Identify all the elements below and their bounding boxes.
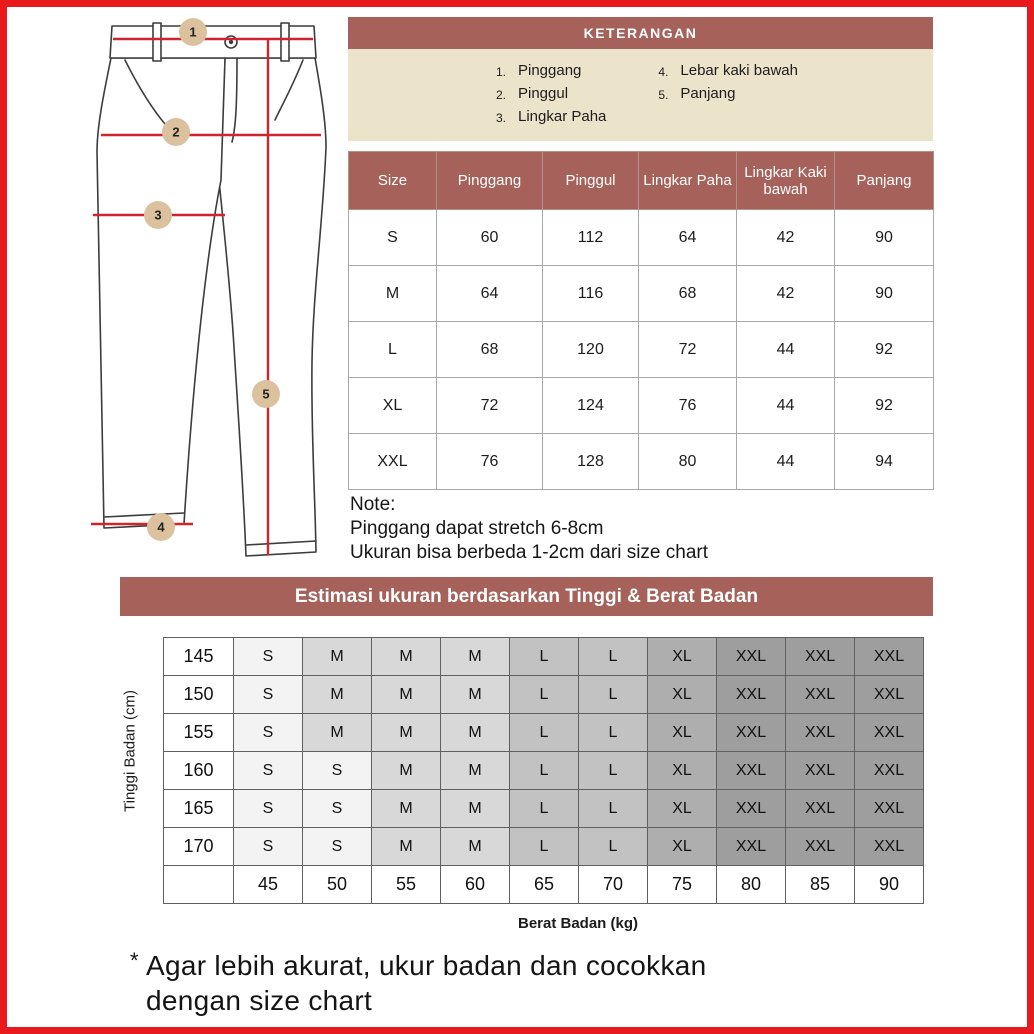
size-label-cell: L — [349, 322, 437, 378]
legend-item-number: 3. — [496, 111, 507, 125]
size-table-row — [349, 322, 934, 378]
size-estimate-cell: S — [303, 790, 372, 828]
measurement-cell: 116 — [543, 266, 639, 322]
size-estimate-cell: XL — [648, 752, 717, 790]
measurement-cell: 90 — [835, 210, 934, 266]
size-estimate-cell: M — [441, 828, 510, 866]
weight-cell: 70 — [579, 866, 648, 904]
legend-title: KETERANGAN — [348, 17, 933, 49]
height-cell: 160 — [164, 752, 234, 790]
size-table-header-row — [349, 152, 934, 210]
measurement-cell: 64 — [639, 210, 737, 266]
size-estimate-cell: M — [441, 676, 510, 714]
estimation-title-bar: Estimasi ukuran berdasarkan Tinggi & Berat Badan — [120, 577, 933, 616]
size-estimate-cell: S — [234, 828, 303, 866]
matrix-row — [164, 714, 924, 752]
legend-item-label: Lebar kaki bawah — [680, 62, 798, 79]
belt-loop — [281, 23, 289, 61]
matrix-row — [164, 828, 924, 866]
matrix-row — [164, 676, 924, 714]
marker-2-label: 2 — [172, 124, 180, 140]
legend-item-number: 5. — [658, 88, 669, 102]
size-estimate-cell: XXL — [717, 790, 786, 828]
size-estimate-cell: XXL — [786, 828, 855, 866]
size-label-cell: S — [349, 210, 437, 266]
height-axis-label: Tinggi Badan (cm) — [121, 690, 139, 812]
size-estimate-cell: XXL — [786, 752, 855, 790]
measurement-cell: 92 — [835, 378, 934, 434]
legend-column-1 — [496, 60, 606, 129]
height-cell: 150 — [164, 676, 234, 714]
footer-line-2: dengan size chart — [146, 985, 373, 1016]
note-block — [350, 493, 708, 565]
size-estimate-cell: XL — [648, 676, 717, 714]
size-estimate-cell: S — [303, 752, 372, 790]
estimation-matrix-section — [163, 637, 924, 904]
measurement-cell: 72 — [639, 322, 737, 378]
size-estimate-cell: S — [303, 828, 372, 866]
pants-right-leg — [219, 58, 326, 556]
size-estimate-cell: XXL — [786, 790, 855, 828]
size-estimate-cell: XXL — [717, 714, 786, 752]
height-cell: 145 — [164, 638, 234, 676]
size-estimate-cell: L — [510, 714, 579, 752]
size-estimate-cell: XXL — [717, 676, 786, 714]
legend-body — [348, 49, 933, 141]
weight-cell: 50 — [303, 866, 372, 904]
size-estimate-cell: L — [579, 676, 648, 714]
measurement-cell: 94 — [835, 434, 934, 490]
size-estimate-cell: S — [234, 790, 303, 828]
size-label-cell: XXL — [349, 434, 437, 490]
measurement-cell: 44 — [737, 322, 835, 378]
footnote-asterisk: * — [130, 948, 139, 973]
waist-button-dot — [230, 41, 233, 44]
size-estimate-cell: M — [441, 752, 510, 790]
weight-cell: 90 — [855, 866, 924, 904]
measurement-cell: 120 — [543, 322, 639, 378]
size-estimate-cell: M — [303, 638, 372, 676]
matrix-corner-cell — [164, 866, 234, 904]
footer-line-1-text: Agar lebih akurat, ukur badan dan cocokkan — [146, 950, 707, 981]
size-label-cell: XL — [349, 378, 437, 434]
legend-item-number: 2. — [496, 88, 507, 102]
size-table-header-cell: Lingkar Kaki bawah — [737, 152, 835, 210]
size-estimate-cell: L — [579, 790, 648, 828]
legend-item-label: Pinggang — [518, 62, 582, 79]
size-table-row — [349, 266, 934, 322]
size-estimate-cell: M — [441, 790, 510, 828]
measurement-cell: 90 — [835, 266, 934, 322]
belt-loop — [153, 23, 161, 61]
size-estimate-cell: XXL — [786, 714, 855, 752]
size-estimate-cell: L — [579, 752, 648, 790]
note-line: Pinggang dapat stretch 6-8cm — [350, 518, 604, 539]
measurement-cell: 60 — [437, 210, 543, 266]
weight-axis-label: Berat Badan (kg) — [517, 915, 639, 932]
legend-item — [496, 106, 606, 129]
measurement-cell: 92 — [835, 322, 934, 378]
weight-cell: 85 — [786, 866, 855, 904]
weight-cell: 60 — [441, 866, 510, 904]
measurement-cell: 80 — [639, 434, 737, 490]
measurement-cell: 72 — [437, 378, 543, 434]
legend-item-label: Lingkar Paha — [518, 108, 607, 125]
size-estimate-cell: L — [510, 676, 579, 714]
size-estimate-cell: M — [441, 638, 510, 676]
legend-box — [348, 17, 933, 141]
marker-3-label: 3 — [154, 207, 162, 223]
legend-item — [496, 60, 606, 83]
size-table-row — [349, 210, 934, 266]
footer-line-1 — [130, 943, 707, 983]
measurement-cell: 112 — [543, 210, 639, 266]
size-estimate-cell: XXL — [717, 752, 786, 790]
size-estimate-cell: M — [372, 676, 441, 714]
size-table-header-cell: Panjang — [835, 152, 934, 210]
size-estimate-cell: M — [441, 714, 510, 752]
size-estimate-cell: XXL — [855, 676, 924, 714]
measurement-cell: 44 — [737, 378, 835, 434]
size-estimate-cell: L — [510, 752, 579, 790]
size-estimate-cell: M — [372, 828, 441, 866]
measurement-cell: 64 — [437, 266, 543, 322]
legend-item — [658, 83, 798, 106]
size-estimate-cell: XXL — [786, 676, 855, 714]
marker-1-label: 1 — [189, 24, 197, 40]
pants-left-leg — [97, 58, 225, 528]
measurement-cell: 44 — [737, 434, 835, 490]
legend-item-number: 1. — [496, 65, 507, 79]
size-estimate-cell: XL — [648, 638, 717, 676]
weight-cell: 65 — [510, 866, 579, 904]
size-table-header-cell: Pinggang — [437, 152, 543, 210]
legend-item — [658, 60, 798, 83]
size-table-row — [349, 434, 934, 490]
size-estimate-cell: M — [303, 676, 372, 714]
size-estimate-cell: XXL — [855, 714, 924, 752]
height-cell: 170 — [164, 828, 234, 866]
size-estimate-cell: S — [234, 752, 303, 790]
weight-cell: 80 — [717, 866, 786, 904]
size-estimate-cell: XXL — [855, 828, 924, 866]
size-estimate-cell: XXL — [855, 752, 924, 790]
size-table-section — [348, 151, 933, 490]
measurement-cell: 68 — [437, 322, 543, 378]
size-table — [348, 151, 934, 490]
footer-note — [130, 943, 707, 1018]
legend-column-2 — [658, 60, 798, 129]
size-estimate-cell: XXL — [855, 638, 924, 676]
legend-item-label: Panjang — [680, 85, 736, 102]
measurement-cell: 68 — [639, 266, 737, 322]
weight-cell: 45 — [234, 866, 303, 904]
size-table-header-cell: Lingkar Paha — [639, 152, 737, 210]
size-estimate-cell: XL — [648, 714, 717, 752]
measurement-cell: 76 — [437, 434, 543, 490]
size-estimate-cell: XL — [648, 828, 717, 866]
size-estimate-cell: XXL — [786, 638, 855, 676]
pants-diagram — [13, 12, 348, 572]
size-estimate-cell: L — [579, 828, 648, 866]
size-table-header-cell: Size — [349, 152, 437, 210]
height-cell: 165 — [164, 790, 234, 828]
size-estimate-cell: S — [234, 714, 303, 752]
marker-4-label: 4 — [157, 519, 165, 535]
size-estimate-cell: L — [510, 828, 579, 866]
legend-item-number: 4. — [658, 65, 669, 79]
size-estimate-cell: XXL — [717, 828, 786, 866]
size-estimate-cell: XXL — [855, 790, 924, 828]
size-estimate-cell: S — [234, 638, 303, 676]
note-title: Note: — [350, 494, 396, 515]
size-estimate-cell: M — [372, 752, 441, 790]
note-line: Ukuran bisa berbeda 1-2cm dari size chart — [350, 542, 709, 563]
measurement-cell: 42 — [737, 210, 835, 266]
size-estimate-cell: M — [303, 714, 372, 752]
legend-item-label: Pinggul — [518, 85, 569, 102]
marker-5-label: 5 — [262, 386, 270, 402]
measurement-cell: 76 — [639, 378, 737, 434]
measurement-cell: 42 — [737, 266, 835, 322]
matrix-row — [164, 790, 924, 828]
weights-row — [164, 866, 924, 904]
weight-cell: 75 — [648, 866, 717, 904]
measurement-cell: 124 — [543, 378, 639, 434]
matrix-row — [164, 752, 924, 790]
size-estimate-cell: M — [372, 638, 441, 676]
size-estimate-cell: S — [234, 676, 303, 714]
matrix-row — [164, 638, 924, 676]
size-estimate-cell: L — [579, 714, 648, 752]
size-table-header-cell: Pinggul — [543, 152, 639, 210]
size-estimate-cell: M — [372, 714, 441, 752]
size-table-row — [349, 378, 934, 434]
size-estimate-cell: L — [510, 638, 579, 676]
height-cell: 155 — [164, 714, 234, 752]
legend-item — [496, 83, 606, 106]
size-estimate-cell: L — [510, 790, 579, 828]
size-estimate-cell: XXL — [717, 638, 786, 676]
size-label-cell: M — [349, 266, 437, 322]
size-estimate-cell: L — [579, 638, 648, 676]
size-estimate-cell: M — [372, 790, 441, 828]
size-estimate-cell: XL — [648, 790, 717, 828]
measurement-cell: 128 — [543, 434, 639, 490]
estimation-matrix — [163, 637, 924, 904]
weight-cell: 55 — [372, 866, 441, 904]
